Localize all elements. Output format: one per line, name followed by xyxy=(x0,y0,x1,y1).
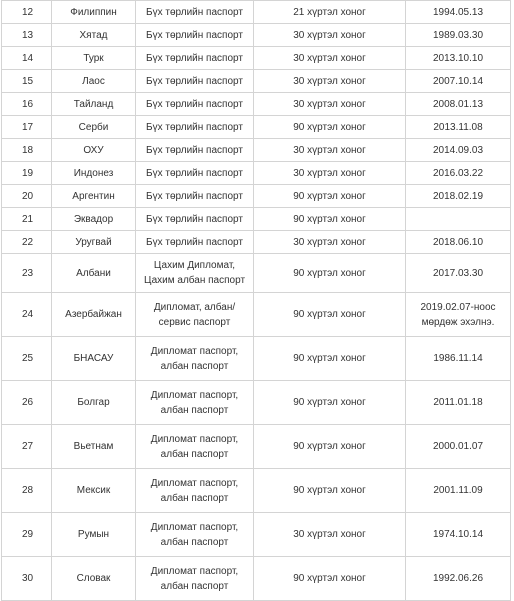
table-row xyxy=(2,293,511,337)
row-number-cell: 18 xyxy=(2,139,52,162)
passport-type-line: Бүх төрлийн паспорт xyxy=(146,29,243,41)
effective-date-line: 2018.02.19 xyxy=(432,190,484,202)
passport-type-cell xyxy=(136,93,254,116)
row-number-cell: 25 xyxy=(2,337,52,381)
country-cell: Азербайжан xyxy=(52,293,136,337)
passport-type-cell xyxy=(136,254,254,293)
passport-type-line: Цахим албан паспорт xyxy=(143,275,246,286)
passport-type-line: Дипломат паспорт, xyxy=(150,521,239,533)
effective-date-cell xyxy=(406,139,511,162)
effective-date-cell xyxy=(406,231,511,254)
stay-duration-cell: 90 хүртэл хоног xyxy=(254,381,406,425)
effective-date-cell xyxy=(406,293,511,337)
table-row xyxy=(2,513,511,557)
passport-type-line: Бүх төрлийн паспорт xyxy=(146,190,243,202)
row-number-cell: 29 xyxy=(2,513,52,557)
stay-duration-cell: 90 хүртэл хоног xyxy=(254,425,406,469)
passport-type-line: Дипломат паспорт, xyxy=(150,477,239,489)
effective-date-cell xyxy=(406,469,511,513)
stay-duration-cell: 90 хүртэл хоног xyxy=(254,185,406,208)
row-number-cell: 19 xyxy=(2,162,52,185)
passport-type-line: албан паспорт xyxy=(160,492,229,504)
passport-type-cell xyxy=(136,208,254,231)
stay-duration-cell: 90 хүртэл хоног xyxy=(254,293,406,337)
passport-type-line: Дипломат, албан/ xyxy=(153,301,236,313)
effective-date-line: 1986.11.14 xyxy=(433,353,483,364)
passport-type-cell xyxy=(136,162,254,185)
passport-type-cell xyxy=(136,469,254,513)
row-number-cell: 16 xyxy=(2,93,52,116)
effective-date-line: 2007.10.14 xyxy=(432,75,484,87)
effective-date-line: 1989.03.30 xyxy=(432,29,484,41)
stay-duration-cell: 90 хүртэл хоног xyxy=(254,557,406,601)
table-row xyxy=(2,24,511,47)
country-cell: Мексик xyxy=(52,469,136,513)
stay-duration-cell: 30 хүртэл хоног xyxy=(254,24,406,47)
effective-date-line: 2008.01.13 xyxy=(432,98,484,110)
stay-duration-cell: 30 хүртэл хоног xyxy=(254,70,406,93)
passport-type-cell xyxy=(136,513,254,557)
country-cell: Серби xyxy=(52,116,136,139)
passport-type-cell xyxy=(136,185,254,208)
passport-type-cell xyxy=(136,293,254,337)
table-row xyxy=(2,139,511,162)
passport-type-cell xyxy=(136,337,254,381)
row-number-cell: 17 xyxy=(2,116,52,139)
country-cell: Лаос xyxy=(52,70,136,93)
passport-type-line: сервис паспорт xyxy=(158,316,231,328)
effective-date-cell xyxy=(406,381,511,425)
row-number-cell: 13 xyxy=(2,24,52,47)
effective-date-line: мөрдөж эхэлнэ. xyxy=(421,316,495,328)
stay-duration-cell: 21 хүртэл хоног xyxy=(254,1,406,24)
effective-date-line: 2000.01.07 xyxy=(432,441,484,452)
effective-date-line: 1974.10.14 xyxy=(432,529,484,540)
stay-duration-cell: 30 хүртэл хоног xyxy=(254,47,406,70)
stay-duration-cell: 30 хүртэл хоног xyxy=(254,162,406,185)
effective-date-cell xyxy=(406,47,511,70)
effective-date-line: 2014.09.03 xyxy=(432,144,484,156)
passport-type-cell xyxy=(136,425,254,469)
row-number-cell: 14 xyxy=(2,47,52,70)
row-number-cell: 22 xyxy=(2,231,52,254)
effective-date-cell xyxy=(406,254,511,293)
country-cell: Эквадор xyxy=(52,208,136,231)
country-cell: Уругвай xyxy=(52,231,136,254)
table-row xyxy=(2,254,511,293)
country-cell: Албани xyxy=(52,254,136,293)
passport-type-cell xyxy=(136,139,254,162)
passport-type-cell xyxy=(136,24,254,47)
country-cell: ОХУ xyxy=(52,139,136,162)
country-cell: Румын xyxy=(52,513,136,557)
row-number-cell: 24 xyxy=(2,293,52,337)
passport-type-line: Дипломат паспорт, xyxy=(150,565,239,577)
effective-date-cell xyxy=(406,425,511,469)
effective-date-line: 2013.11.08 xyxy=(433,121,483,133)
passport-type-line: Бүх төрлийн паспорт xyxy=(146,75,243,87)
passport-type-line: албан паспорт xyxy=(160,536,229,548)
passport-type-line: Бүх төрлийн паспорт xyxy=(146,213,243,225)
effective-date-line: 2017.03.30 xyxy=(432,267,484,279)
country-cell: Тайланд xyxy=(52,93,136,116)
passport-type-cell xyxy=(136,116,254,139)
stay-duration-cell: 30 хүртэл хоног xyxy=(254,513,406,557)
row-number-cell: 15 xyxy=(2,70,52,93)
effective-date-cell xyxy=(406,1,511,24)
passport-type-line: Цахим Дипломат, xyxy=(153,260,236,271)
row-number-cell: 26 xyxy=(2,381,52,425)
country-cell: Вьетнам xyxy=(52,425,136,469)
effective-date-cell xyxy=(406,557,511,601)
row-number-cell: 12 xyxy=(2,1,52,24)
country-cell: Словак xyxy=(52,557,136,601)
stay-duration-cell: 90 хүртэл хоног xyxy=(254,208,406,231)
passport-type-line: Дипломат паспорт, xyxy=(150,345,239,357)
stay-duration-cell: 30 хүртэл хоног xyxy=(254,139,406,162)
table-row xyxy=(2,70,511,93)
stay-duration-cell: 90 хүртэл хоног xyxy=(254,337,406,381)
passport-type-line: Бүх төрлийн паспорт xyxy=(146,236,243,248)
country-cell: БНАСАУ xyxy=(52,337,136,381)
stay-duration-cell: 90 хүртэл хоног xyxy=(254,469,406,513)
passport-type-line: албан паспорт xyxy=(160,580,229,592)
table-row xyxy=(2,116,511,139)
effective-date-line: 2013.10.10 xyxy=(432,52,484,64)
row-number-cell: 20 xyxy=(2,185,52,208)
row-number-cell: 27 xyxy=(2,425,52,469)
stay-duration-cell: 90 хүртэл хоног xyxy=(254,254,406,293)
row-number-cell: 21 xyxy=(2,208,52,231)
visa-exemption-table xyxy=(1,0,511,601)
row-number-cell: 28 xyxy=(2,469,52,513)
effective-date-cell xyxy=(406,162,511,185)
effective-date-cell xyxy=(406,337,511,381)
passport-type-cell xyxy=(136,231,254,254)
table-row xyxy=(2,162,511,185)
effective-date-cell xyxy=(406,24,511,47)
passport-type-line: албан паспорт xyxy=(160,404,229,416)
stay-duration-cell: 30 хүртэл хоног xyxy=(254,93,406,116)
effective-date-line: 2018.06.10 xyxy=(432,236,484,248)
passport-type-cell xyxy=(136,47,254,70)
effective-date-line: 2016.03.22 xyxy=(432,167,484,179)
effective-date-cell xyxy=(406,208,511,231)
table-body xyxy=(2,1,511,601)
passport-type-line: Дипломат паспорт, xyxy=(150,389,239,401)
table-row xyxy=(2,381,511,425)
stay-duration-cell: 90 хүртэл хоног xyxy=(254,116,406,139)
table-row xyxy=(2,185,511,208)
effective-date-line: 1992.06.26 xyxy=(432,573,484,584)
passport-type-line: албан паспорт xyxy=(160,448,229,460)
country-cell: Филиппин xyxy=(52,1,136,24)
row-number-cell: 30 xyxy=(2,557,52,601)
effective-date-cell xyxy=(406,93,511,116)
country-cell: Болгар xyxy=(52,381,136,425)
passport-type-line: Бүх төрлийн паспорт xyxy=(146,98,243,110)
country-cell: Индонез xyxy=(52,162,136,185)
table-row xyxy=(2,469,511,513)
table-row xyxy=(2,208,511,231)
table-row xyxy=(2,93,511,116)
table-row xyxy=(2,337,511,381)
passport-type-cell xyxy=(136,381,254,425)
passport-type-cell xyxy=(136,1,254,24)
effective-date-cell xyxy=(406,185,511,208)
effective-date-cell xyxy=(406,513,511,557)
passport-type-line: Бүх төрлийн паспорт xyxy=(146,6,243,18)
country-cell: Аргентин xyxy=(52,185,136,208)
row-number-cell: 23 xyxy=(2,254,52,293)
passport-type-line: Дипломат паспорт, xyxy=(150,433,239,445)
effective-date-cell xyxy=(406,116,511,139)
effective-date-line: 2011.01.18 xyxy=(433,397,483,408)
effective-date-line: 1994.05.13 xyxy=(432,6,484,18)
table-row xyxy=(2,557,511,601)
passport-type-line: Бүх төрлийн паспорт xyxy=(146,121,243,133)
table-row xyxy=(2,47,511,70)
table-row xyxy=(2,231,511,254)
effective-date-line: 2001.11.09 xyxy=(433,485,483,496)
effective-date-cell xyxy=(406,70,511,93)
stay-duration-cell: 30 хүртэл хоног xyxy=(254,231,406,254)
passport-type-line: Бүх төрлийн паспорт xyxy=(146,144,243,156)
passport-type-line: албан паспорт xyxy=(160,360,229,372)
passport-type-line: Бүх төрлийн паспорт xyxy=(146,52,243,64)
passport-type-cell xyxy=(136,70,254,93)
passport-type-cell xyxy=(136,557,254,601)
table-row xyxy=(2,1,511,24)
country-cell: Турк xyxy=(52,47,136,70)
country-cell: Хятад xyxy=(52,24,136,47)
passport-type-line: Бүх төрлийн паспорт xyxy=(146,167,243,179)
effective-date-line: 2019.02.07-ноос xyxy=(420,301,496,313)
table-row xyxy=(2,425,511,469)
